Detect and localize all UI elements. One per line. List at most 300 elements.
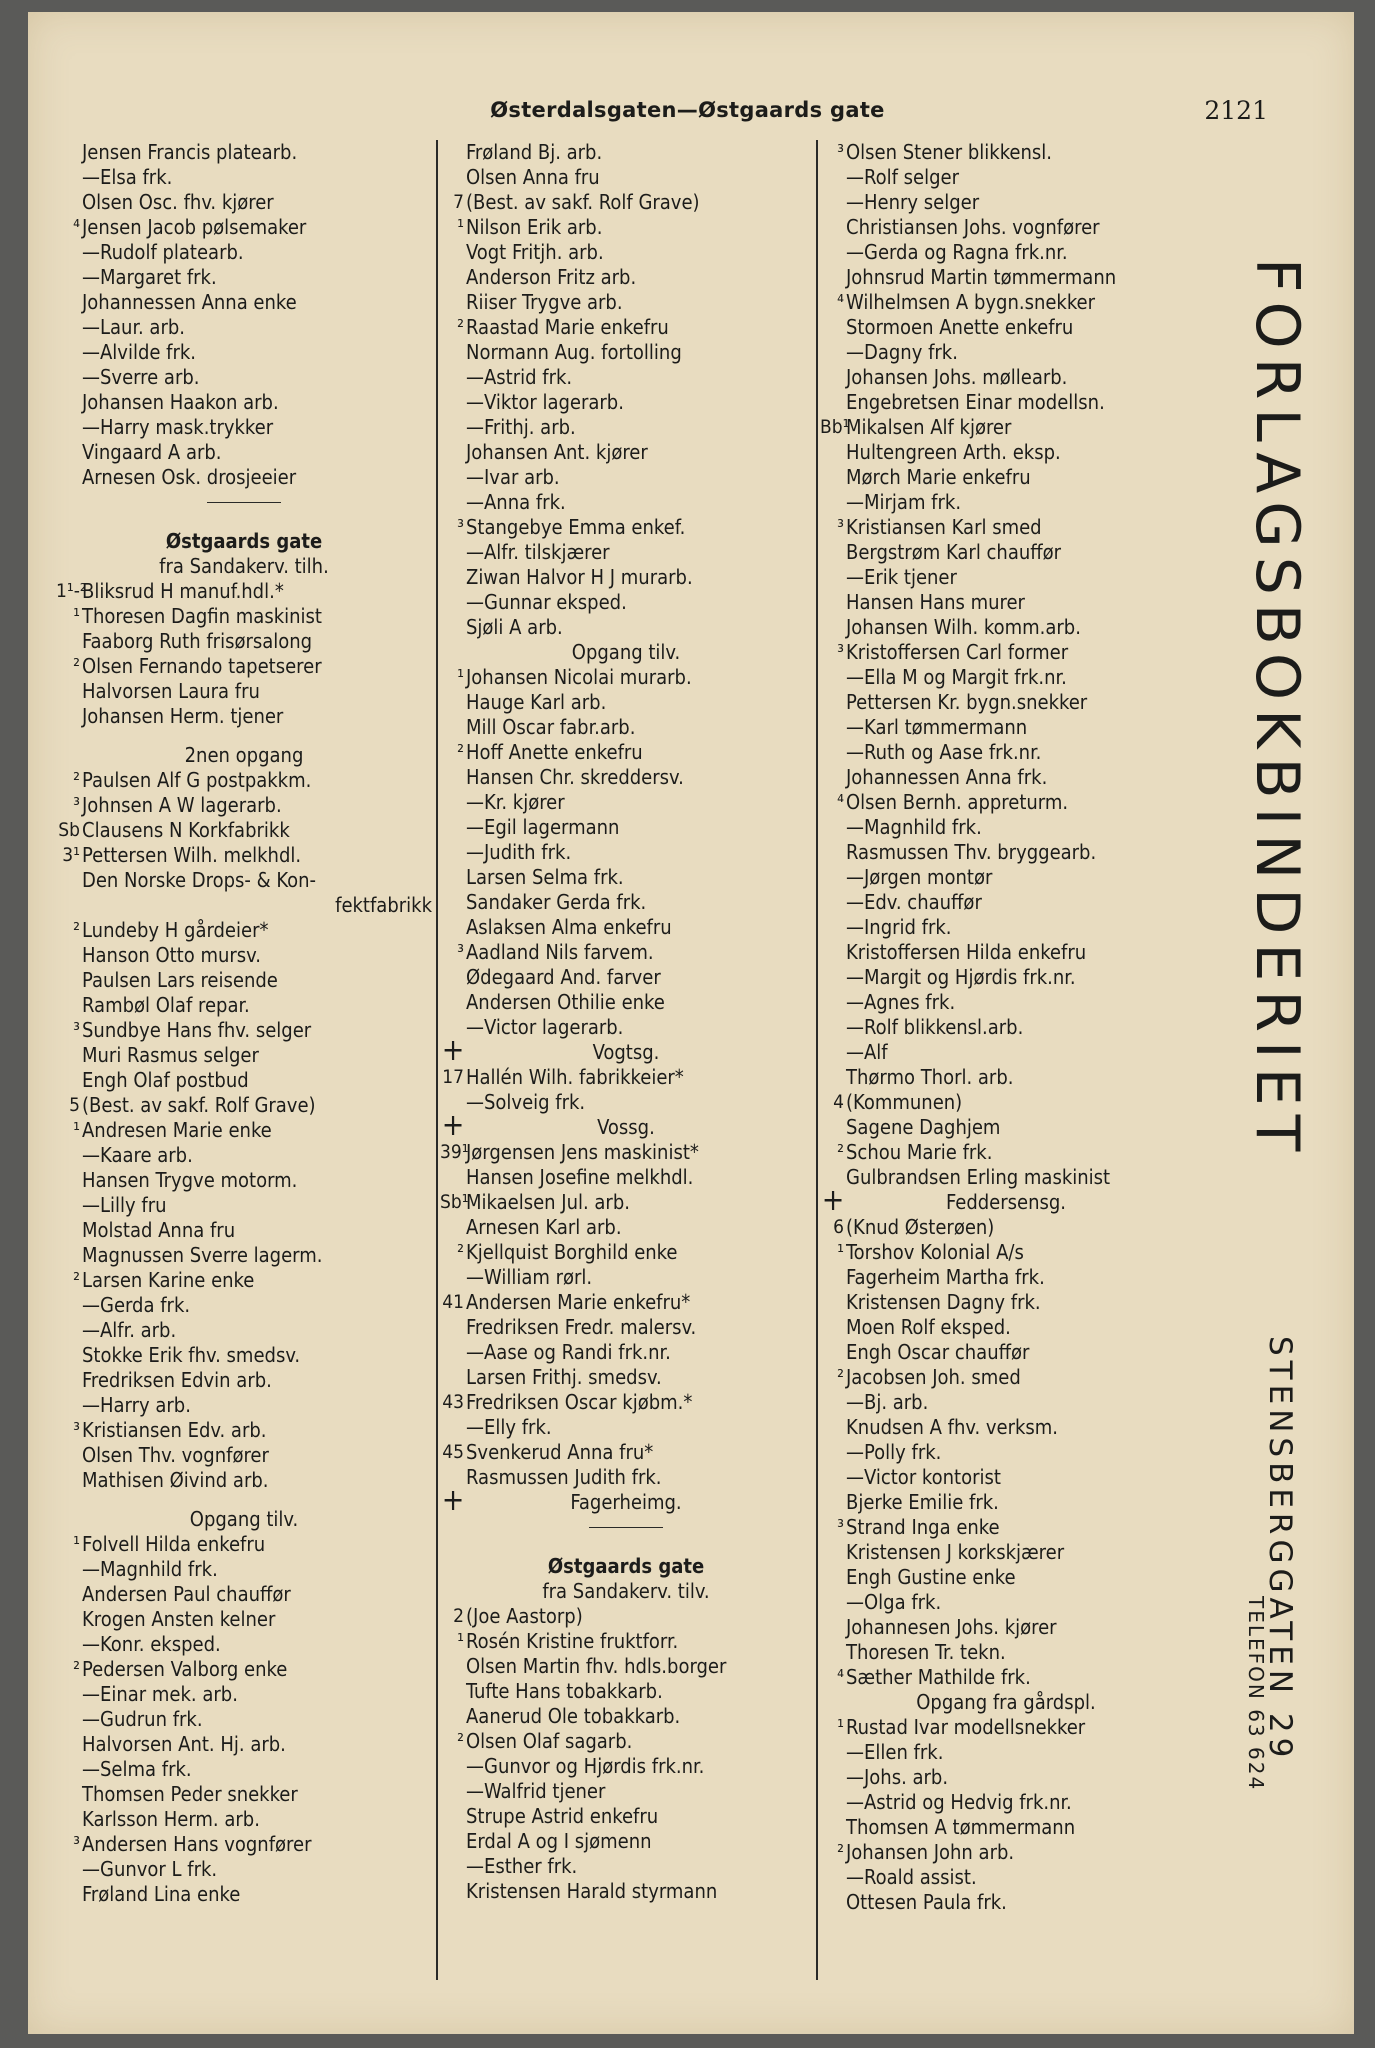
directory-entry [56, 654, 432, 679]
entry-text: Frøland Bj. arb. [466, 140, 603, 164]
directory-entry [820, 1615, 1192, 1640]
directory-entry [820, 1515, 1192, 1540]
entry-text: Pettersen Wilh. melkhdl. [82, 843, 302, 867]
entry-text: Fredriksen Oscar kjøbm.* [466, 1390, 693, 1414]
directory-entry [820, 1440, 1192, 1465]
entry-text: Nilson Erik arb. [466, 215, 603, 239]
directory-entry [56, 390, 432, 415]
directory-entry [56, 1468, 432, 1493]
entry-text: Andersen Hans vognfører [82, 1832, 312, 1856]
directory-entry [440, 265, 812, 290]
entry-text: Johansen John arb. [846, 1840, 1015, 1864]
directory-entry [56, 604, 432, 629]
entry-text: Hansen Trygve motorm. [82, 1168, 298, 1192]
directory-entry [820, 490, 1192, 515]
entry-text: (Joe Aastorp) [466, 1604, 583, 1628]
directory-entry [56, 1443, 432, 1468]
directory-entry [440, 1440, 812, 1465]
entry-text: fektfabrikk [335, 893, 432, 917]
section-heading [56, 529, 432, 554]
directory-entry [820, 190, 1192, 215]
directory-entry [56, 290, 432, 315]
entry-text: Thørmo Thorl. arb. [846, 1065, 1014, 1089]
entry-marker: 43 [442, 1391, 464, 1413]
entry-text: Olsen Thv. vognfører [82, 1443, 269, 1467]
entry-text: Olsen Martin fhv. hdls.borger [466, 1654, 727, 1678]
directory-entry [820, 1365, 1192, 1390]
directory-entry [56, 1018, 432, 1043]
directory-entry [56, 1318, 432, 1343]
entry-text: Bergstrøm Karl chauffør [846, 540, 1062, 564]
directory-entry [56, 415, 432, 440]
entry-text: —Anna frk. [466, 490, 566, 514]
directory-entry [820, 540, 1192, 565]
entry-text: Folvell Hilda enkefru [82, 1532, 266, 1556]
entry-text: Vogt Fritjh. arb. [466, 240, 604, 264]
directory-entry [440, 940, 812, 965]
directory-entry [56, 365, 432, 390]
entry-text: Hanson Otto mursv. [82, 943, 261, 967]
entry-text: —Laur. arb. [82, 315, 185, 339]
entry-text: —Kaare arb. [82, 1143, 193, 1167]
entry-marker: ⁴ [837, 291, 844, 313]
directory-entry [56, 1368, 432, 1393]
entry-text: —Astrid frk. [466, 365, 573, 389]
entry-text: —Victor kontorist [846, 1465, 1001, 1489]
directory-column-1 [56, 140, 432, 1907]
directory-entry [820, 440, 1192, 465]
directory-entry [820, 740, 1192, 765]
directory-column-2 [440, 140, 812, 1904]
directory-entry [56, 1807, 432, 1832]
entry-text: (Kommunen) [846, 1090, 963, 1114]
entry-text: Rasmussen Thv. bryggearb. [846, 840, 1097, 864]
cross-street [820, 1183, 1192, 1218]
directory-entry [820, 840, 1192, 865]
directory-entry [440, 790, 812, 815]
directory-entry [440, 1654, 812, 1679]
entry-text: Vingaard A arb. [82, 440, 222, 464]
directory-entry [440, 690, 812, 715]
directory-entry [440, 1729, 812, 1754]
entry-marker: ² [837, 1141, 844, 1163]
entry-text: Tufte Hans tobakkarb. [466, 1679, 663, 1703]
directory-entry [820, 1065, 1192, 1090]
cross-street [440, 1483, 812, 1518]
directory-entry [56, 1168, 432, 1193]
entry-text: Fredriksen Fredr. malersv. [466, 1315, 697, 1339]
entry-marker: Bb¹ [820, 416, 850, 438]
entry-text: —Agnes frk. [846, 990, 956, 1014]
directory-entry [440, 365, 812, 390]
entry-text: —Ellen frk. [846, 1740, 944, 1764]
entry-text: —Einar mek. arb. [82, 1682, 238, 1706]
entry-text: —Lilly fru [82, 1193, 167, 1217]
directory-entry [56, 943, 432, 968]
entry-text: —Egil lagermann [466, 815, 620, 839]
directory-entry [820, 1815, 1192, 1840]
section-subheading [56, 743, 432, 768]
entry-text: (Best. av sakf. Rolf Grave) [82, 1093, 316, 1117]
entry-text: Den Norske Drops- & Kon- [82, 868, 317, 892]
entry-text: Christiansen Johs. vognfører [846, 215, 1100, 239]
entry-text: Rambøl Olaf repar. [82, 993, 250, 1017]
entry-text: Frøland Lina enke [82, 1882, 241, 1906]
directory-entry [820, 1640, 1192, 1665]
entry-text: —Selma frk. [82, 1757, 192, 1781]
entry-text: Halvorsen Ant. Hj. arb. [82, 1732, 286, 1756]
entry-marker: ³ [457, 941, 464, 963]
entry-text: Kristensen Dagny frk. [846, 1290, 1041, 1314]
entry-marker: ² [73, 919, 80, 941]
entry-text: (Best. av sakf. Rolf Grave) [466, 190, 700, 214]
entry-text: Strupe Astrid enkefru [466, 1804, 659, 1828]
entry-text: Sagene Daghjem [846, 1115, 1001, 1139]
entry-text: Engh Oscar chauffør [846, 1340, 1030, 1364]
directory-entry [56, 1418, 432, 1443]
entry-text: —Ivar arb. [466, 465, 560, 489]
directory-entry [440, 1604, 812, 1629]
directory-entry [440, 1140, 812, 1165]
entry-text: Stangebye Emma enkef. [466, 515, 686, 539]
entry-marker: Sb [58, 819, 80, 841]
directory-entry [820, 1790, 1192, 1815]
entry-text: Rustad Ivar modellsnekker [846, 1715, 1086, 1739]
entry-text: —Olga frk. [846, 1590, 942, 1614]
directory-entry [440, 1854, 812, 1879]
directory-entry [440, 490, 812, 515]
entry-text: Aslaksen Alma enkefru [466, 915, 672, 939]
entry-text: —Gudrun frk. [82, 1707, 203, 1731]
directory-entry [56, 918, 432, 943]
entry-text: Engebretsen Einar modellsn. [846, 390, 1105, 414]
directory-entry [820, 140, 1192, 165]
entry-marker: 2 [453, 1605, 464, 1627]
directory-entry [56, 793, 432, 818]
entry-text: Moen Rolf eksped. [846, 1315, 1011, 1339]
directory-entry [56, 1682, 432, 1707]
entry-text: Johnsen A W lagerarb. [82, 793, 282, 817]
directory-entry [440, 1879, 812, 1904]
directory-entry [440, 865, 812, 890]
entry-text: Knudsen A fhv. verksm. [846, 1415, 1059, 1439]
entry-text: Hansen Chr. skreddersv. [466, 765, 684, 789]
entry-text: Sandaker Gerda frk. [466, 890, 647, 914]
entry-text: Wilhelmsen A bygn.snekker [846, 290, 1096, 314]
directory-entry [56, 1632, 432, 1657]
entry-text: Riiser Trygve arb. [466, 290, 623, 314]
directory-entry [56, 993, 432, 1018]
directory-entry [820, 965, 1192, 990]
directory-entry [440, 540, 812, 565]
entry-marker: ⁴ [73, 216, 80, 238]
entry-text: Olsen Bernh. appreturm. [846, 790, 1069, 814]
directory-entry [56, 1343, 432, 1368]
entry-marker: ³ [73, 1019, 80, 1041]
entry-text: —Alfr. tilskjærer [466, 540, 610, 564]
directory-entry [56, 843, 432, 868]
directory-entry [56, 1118, 432, 1143]
directory-entry [440, 765, 812, 790]
entry-marker: 41 [442, 1291, 464, 1313]
entry-text: —Ruth og Aase frk.nr. [846, 740, 1042, 764]
directory-entry [440, 1390, 812, 1415]
entry-text: —Rudolf platearb. [82, 240, 244, 264]
entry-text: —Esther frk. [466, 1854, 578, 1878]
page-number: 2121 [1204, 96, 1268, 125]
cross-street [440, 1108, 812, 1143]
directory-entry [56, 1832, 432, 1857]
entry-marker: ³ [73, 1419, 80, 1441]
directory-entry [440, 1265, 812, 1290]
directory-entry [56, 579, 432, 604]
entry-marker: ¹ [457, 666, 464, 688]
directory-entry [820, 1665, 1192, 1690]
entry-text: Kristiansen Edv. arb. [82, 1418, 267, 1442]
directory-entry [440, 340, 812, 365]
entry-text: Kristensen J korkskjærer [846, 1540, 1065, 1564]
directory-entry [820, 290, 1192, 315]
directory-entry [820, 390, 1192, 415]
entry-text: Magnussen Sverre lagerm. [82, 1243, 323, 1267]
directory-entry [56, 1857, 432, 1882]
directory-entry [56, 1043, 432, 1068]
directory-entry [820, 1890, 1192, 1915]
directory-entry [440, 415, 812, 440]
entry-text: —Ella M og Margit frk.nr. [846, 665, 1067, 689]
entry-text: —Rolf selger [846, 165, 959, 189]
entry-text: Johannessen Anna frk. [846, 765, 1048, 789]
entry-text: Kristoffersen Hilda enkefru [846, 940, 1087, 964]
section-subheading [56, 893, 432, 918]
entry-marker: ² [73, 655, 80, 677]
directory-entry [820, 940, 1192, 965]
directory-entry [440, 1804, 812, 1829]
cross-street-label: Vogtsg. [592, 1040, 660, 1064]
directory-entry [440, 1190, 812, 1215]
entry-text: Thomsen Peder snekker [82, 1782, 298, 1806]
entry-text: —Victor lagerarb. [466, 1015, 624, 1039]
directory-entry [820, 640, 1192, 665]
entry-marker: ³ [73, 1833, 80, 1855]
entry-text: —Harry mask.trykker [82, 415, 274, 439]
entry-text: Olsen Olaf sagarb. [466, 1729, 633, 1753]
directory-entry [820, 990, 1192, 1015]
cross-street-icon: + [441, 1033, 465, 1068]
entry-text: Fagerheim Martha frk. [846, 1265, 1045, 1289]
entry-text: Andersen Othilie enke [466, 990, 665, 1014]
entry-text: —Frithj. arb. [466, 415, 576, 439]
entry-text: —Viktor lagerarb. [466, 390, 624, 414]
directory-entry [440, 1015, 812, 1040]
directory-entry [56, 1093, 432, 1118]
directory-entry [440, 1065, 812, 1090]
entry-marker: ³ [837, 516, 844, 538]
directory-entry [820, 215, 1192, 240]
entry-marker: 4 [833, 1091, 844, 1113]
directory-entry [820, 1115, 1192, 1140]
entry-text: Andersen Paul chauffør [82, 1582, 291, 1606]
entry-text: Erdal A og I sjømenn [466, 1829, 652, 1853]
directory-entry [440, 615, 812, 640]
entry-text: Bliksrud H manuf.hdl.* [82, 579, 284, 603]
entry-marker: ¹ [837, 1716, 844, 1738]
entry-text: —Judith frk. [466, 840, 572, 864]
entry-text: Jensen Jacob pølsemaker [82, 215, 307, 239]
directory-entry [820, 715, 1192, 740]
entry-text: Opgang tilv. [189, 1507, 299, 1531]
directory-entry [440, 1340, 812, 1365]
entry-text: 2nen opgang [184, 743, 304, 767]
directory-entry [820, 1340, 1192, 1365]
directory-entry [440, 1629, 812, 1654]
directory-entry [440, 1754, 812, 1779]
entry-text: —Henry selger [846, 190, 980, 214]
section-rule [56, 490, 432, 515]
directory-entry [820, 1390, 1192, 1415]
directory-entry [56, 1393, 432, 1418]
directory-entry [56, 1143, 432, 1168]
directory-entry [56, 1707, 432, 1732]
directory-entry [56, 1218, 432, 1243]
directory-entry [56, 868, 432, 893]
entry-text: Hultengreen Arth. eksp. [846, 440, 1061, 464]
directory-entry [820, 315, 1192, 340]
directory-entry [820, 1165, 1192, 1190]
directory-entry [820, 1740, 1192, 1765]
directory-entry [820, 1040, 1192, 1065]
directory-entry [440, 740, 812, 765]
entry-marker: ² [457, 1730, 464, 1752]
entry-text: Kristoffersen Carl former [846, 640, 1069, 664]
directory-entry [56, 190, 432, 215]
directory-entry [820, 1215, 1192, 1240]
entry-text: Torshov Kolonial A/s [846, 1240, 1024, 1264]
entry-marker: ² [73, 1658, 80, 1680]
directory-entry [440, 990, 812, 1015]
directory-entry [440, 1679, 812, 1704]
directory-entry [56, 679, 432, 704]
entry-text: Bjerke Emilie frk. [846, 1490, 999, 1514]
column-divider [816, 140, 818, 1980]
entry-marker: ² [457, 741, 464, 763]
directory-entry [820, 1290, 1192, 1315]
entry-text: —Elly frk. [466, 1415, 552, 1439]
directory-entry [440, 465, 812, 490]
directory-entry [440, 1165, 812, 1190]
directory-entry [56, 1068, 432, 1093]
entry-text: Ziwan Halvor H J murarb. [466, 565, 693, 589]
entry-text: Arnesen Osk. drosjeeier [82, 465, 297, 489]
entry-text: Opgang tilv. [571, 640, 681, 664]
entry-text: —Gunnar eksped. [466, 590, 627, 614]
entry-text: Sundbye Hans fhv. selger [82, 1018, 312, 1042]
entry-text: Opgang fra gårdspl. [916, 1690, 1096, 1714]
entry-text: Hoff Anette enkefru [466, 740, 643, 764]
entry-text: Olsen Anna fru [466, 165, 600, 189]
entry-text: Aadland Nils farvem. [466, 940, 654, 964]
directory-entry [440, 315, 812, 340]
directory-entry [56, 240, 432, 265]
entry-text: —Konr. eksped. [82, 1632, 221, 1656]
directory-entry [440, 390, 812, 415]
directory-entry [440, 1829, 812, 1854]
directory-entry [820, 1415, 1192, 1440]
advertisement-title: FORLAGSBOKBINDERIET [1242, 258, 1312, 1161]
directory-entry [440, 1215, 812, 1240]
directory-entry [440, 1315, 812, 1340]
directory-entry [820, 515, 1192, 540]
directory-entry [820, 1015, 1192, 1040]
entry-text: —Magnhild frk. [82, 1557, 218, 1581]
entry-text: Østgaards gate [165, 529, 323, 553]
directory-entry [440, 1415, 812, 1440]
directory-entry [820, 1540, 1192, 1565]
entry-text: Strand Inga enke [846, 1515, 1000, 1539]
entry-text: (Knud Østerøen) [846, 1215, 995, 1239]
entry-text: Johannessen Anna enke [82, 290, 297, 314]
directory-entry [56, 1243, 432, 1268]
entry-text: Arnesen Karl arb. [466, 1215, 622, 1239]
entry-text: Rasmussen Judith frk. [466, 1465, 662, 1489]
entry-text: Larsen Karine enke [82, 1268, 255, 1292]
section-subheading [440, 640, 812, 665]
directory-entry [440, 290, 812, 315]
entry-text: Andresen Marie enke [82, 1118, 272, 1142]
directory-entry [56, 1657, 432, 1682]
directory-entry [440, 1704, 812, 1729]
entry-text: Jacobsen Joh. smed [846, 1365, 1021, 1389]
cross-street-icon: + [441, 1108, 465, 1143]
directory-entry [440, 840, 812, 865]
directory-entry [56, 265, 432, 290]
directory-entry [56, 704, 432, 729]
entry-marker: 5 [69, 1094, 80, 1116]
entry-text: —Bj. arb. [846, 1390, 929, 1414]
entry-marker: ³ [73, 794, 80, 816]
entry-marker: ¹ [73, 605, 80, 627]
directory-entry [56, 440, 432, 465]
entry-text: Mikalsen Alf kjører [846, 415, 1012, 439]
directory-entry [56, 818, 432, 843]
directory-entry [440, 665, 812, 690]
entry-text: Aanerud Ole tobakkarb. [466, 1704, 681, 1728]
entry-text: Mathisen Øivind arb. [82, 1468, 269, 1492]
directory-entry [820, 465, 1192, 490]
entry-text: Faaborg Ruth frisørsalong [82, 629, 313, 653]
directory-entry [820, 1590, 1192, 1615]
entry-marker: ² [837, 1366, 844, 1388]
entry-text: —Gerda og Ragna frk.nr. [846, 240, 1068, 264]
directory-entry [820, 1490, 1192, 1515]
directory-column-3 [820, 140, 1192, 1915]
directory-entry [440, 190, 812, 215]
entry-text: —Aase og Randi frk.nr. [466, 1340, 671, 1364]
directory-entry [440, 715, 812, 740]
entry-text: Johannesen Johs. kjører [846, 1615, 1057, 1639]
advertisement-phone: TELEFON 63 624 [1244, 1596, 1268, 1792]
entry-text: Svenkerud Anna fru* [466, 1440, 654, 1464]
entry-text: Rosén Kristine fruktforr. [466, 1629, 679, 1653]
entry-text: —Alfr. arb. [82, 1318, 177, 1342]
entry-marker: 3¹ [62, 844, 80, 866]
directory-entry [56, 140, 432, 165]
entry-marker: 45 [442, 1441, 464, 1463]
entry-text: Karlsson Herm. arb. [82, 1807, 260, 1831]
entry-text: —Mirjam frk. [846, 490, 962, 514]
entry-text: Krogen Ansten kelner [82, 1607, 276, 1631]
entry-text: Anderson Fritz arb. [466, 265, 637, 289]
